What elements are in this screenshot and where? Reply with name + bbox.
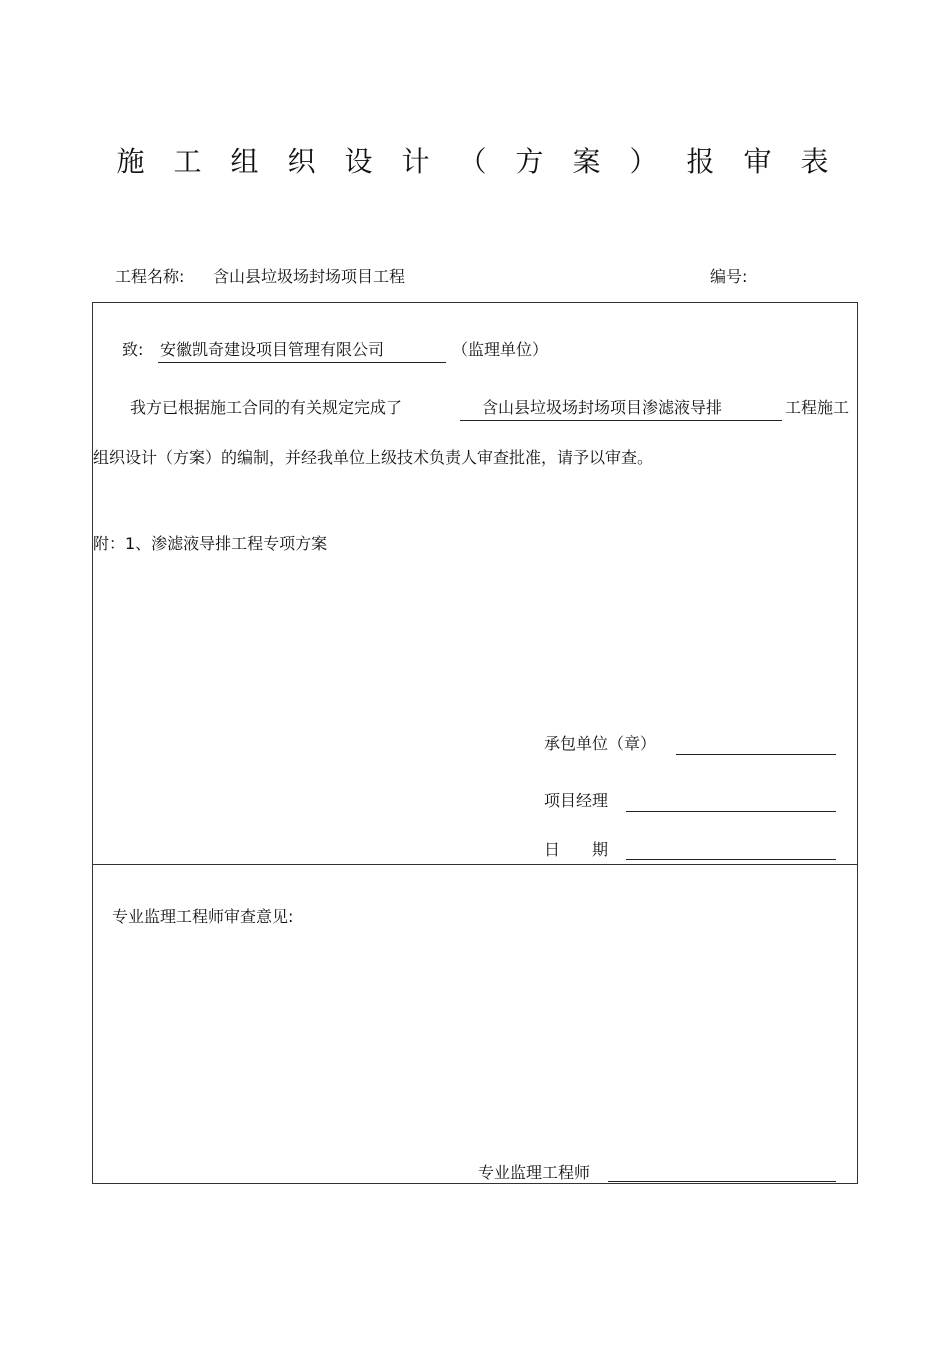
form-table [92,302,858,1184]
completion-statement-prefix: 我方已根据施工合同的有关规定完成了 [130,398,403,417]
completed-project-underline [460,420,782,421]
date-line[interactable] [626,859,836,860]
supervising-engineer-signature-line[interactable] [608,1181,836,1182]
section-divider [92,864,858,865]
page-title: 施工组织设计（方案）报审表 [116,145,858,178]
attachment-item: 附：1、渗滤液导排工程专项方案 [93,534,328,553]
completion-statement-suffix: 工程施工 [785,398,850,417]
project-manager-label: 项目经理 [544,791,609,810]
supervisor-company-underline [158,362,446,363]
to-label: 致: [122,340,144,359]
supervising-engineer-label: 专业监理工程师 [478,1163,591,1182]
project-name-label: 工程名称: [115,267,185,286]
contractor-signature-line[interactable] [676,754,836,755]
review-opinion-label: 专业监理工程师审查意见: [112,907,294,926]
supervisor-company-field[interactable]: 安徽凯奇建设项目管理有限公司 [160,340,385,359]
contractor-label: 承包单位（章） [544,734,657,753]
supervisor-suffix: （监理单位） [452,340,549,359]
project-manager-signature-line[interactable] [626,811,836,812]
number-label: 编号: [710,267,748,286]
project-name-value: 含山县垃圾场封场项目工程 [213,267,406,286]
date-label: 日 期 [544,840,609,859]
completion-statement-line2: 组织设计（方案）的编制，并经我单位上级技术负责人审查批准，请予以审查。 [93,448,654,467]
completed-project-field[interactable]: 含山县垃圾场封场项目渗滤液导排 [482,398,723,417]
